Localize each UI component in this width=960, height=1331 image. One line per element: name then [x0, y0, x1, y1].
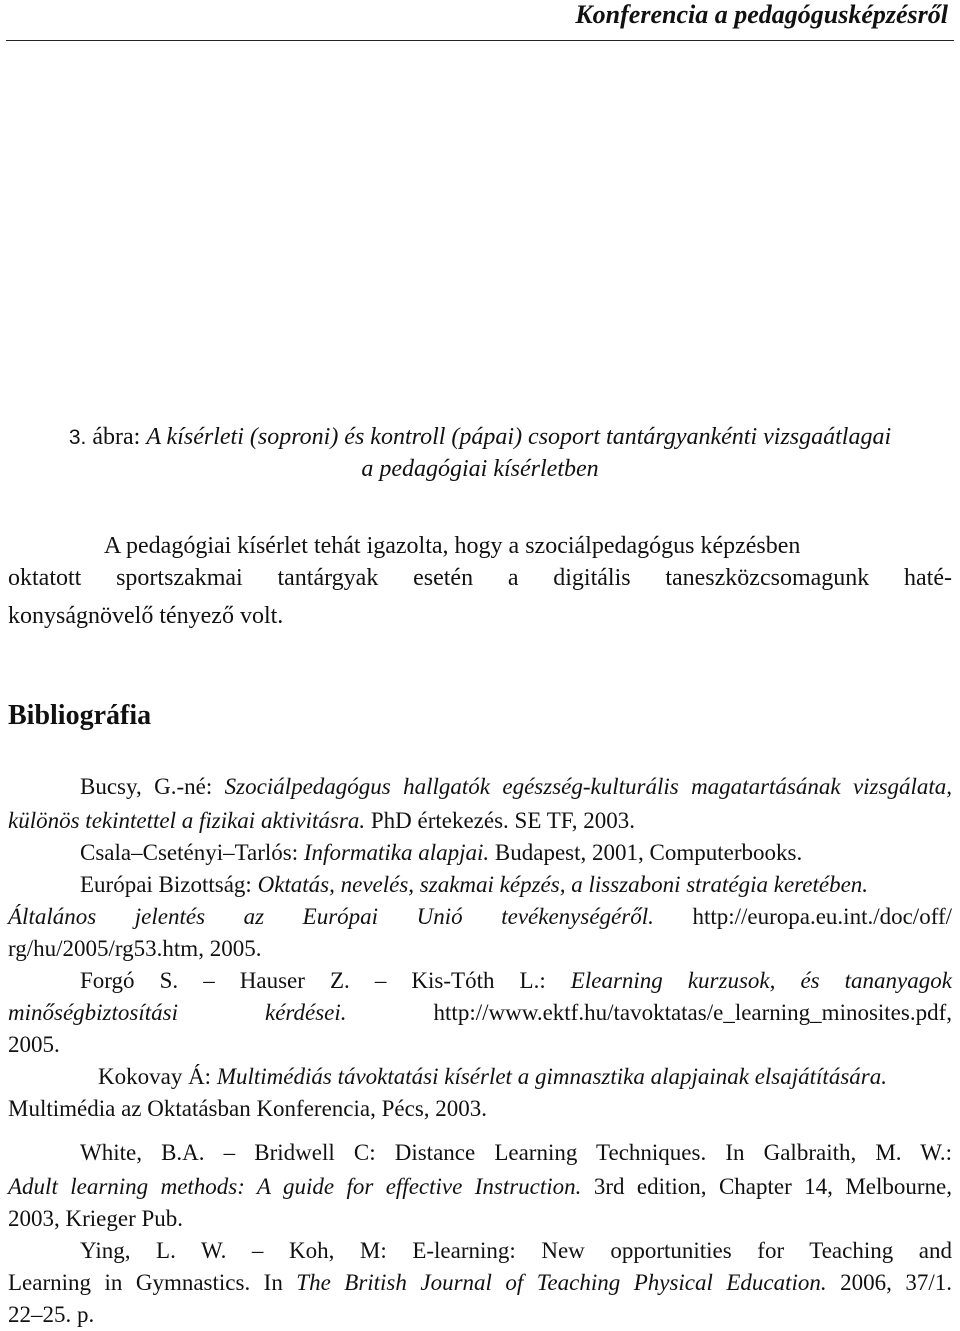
paragraph-line-1: A pedagógiai kísérlet tehát igazolta, hogy a szociálpedagógus képzésben: [104, 533, 801, 559]
ref-1-line-1: [8, 774, 952, 800]
paragraph-line-3: konyságnövelő tényező volt.: [8, 603, 284, 629]
ref-5-author: Kokovay Á:: [98, 1064, 217, 1089]
ref-3-line-3: rg/hu/2005/rg53.htm, 2005.: [8, 936, 262, 961]
ref-5-line-1: [8, 1064, 960, 1090]
ref-7-journal: The British Journal of Teaching Physical Education.: [296, 1270, 827, 1295]
ref-5-line-2: Multimédia az Oktatásban Konferencia, Pécs, 2003.: [8, 1096, 488, 1121]
ref-1-title: Szociálpedagógus hallgatók egészség-kulturális magatartásának vizsgálata,: [224, 774, 952, 799]
ref-2-author: Csala–Csetényi–Tarlós:: [80, 840, 304, 865]
ref-3-url: http://europa.eu.int./doc/off/: [653, 904, 952, 929]
ref-7-pub: 2006, 37/1.: [826, 1270, 952, 1295]
header-rule: [6, 40, 954, 41]
ref-5-title: Multimédiás távoktatási kísérlet a gimnasztika alapjainak elsajátítására.: [216, 1064, 887, 1089]
figure-caption-line-2: a pedagógiai kísérletben: [361, 456, 599, 482]
ref-4-title-cont: minőségbiztosítási kérdései.: [8, 1000, 347, 1025]
page-header-title: Konferencia a pedagógusképzésről: [575, 0, 948, 29]
ref-3-line-1: [8, 872, 960, 898]
figure-number: 3.: [68, 426, 87, 449]
ref-3-author: Európai Bizottság:: [80, 872, 258, 897]
figure-caption-line-1: [0, 424, 960, 451]
figure-label: ábra:: [92, 424, 141, 450]
ref-4-author: Forgó S. – Hauser Z. – Kis-Tóth L.:: [80, 968, 571, 993]
ref-3-line-2: [8, 904, 952, 930]
ref-7-line-2: [8, 1270, 952, 1296]
ref-7-text: Learning in Gymnastics. In: [8, 1270, 297, 1295]
figure-area: [0, 48, 960, 408]
ref-1-line-2: [8, 808, 952, 834]
ref-6-pub: 3rd edition, Chapter 14, Melbourne,: [581, 1174, 952, 1199]
ref-6-line-1: White, B.A. – Bridwell C: Distance Learning Techniques. In Galbraith, M. W.:: [80, 1140, 952, 1165]
ref-7-line-3: 22–25. p.: [8, 1302, 95, 1327]
ref-3-subtitle: Általános jelentés az Európai Unió tevékenységéről.: [8, 904, 654, 929]
ref-7-line-1: Ying, L. W. – Koh, M: E-learning: New opportunities for Teaching and: [80, 1238, 952, 1263]
ref-6-line-3: 2003, Krieger Pub.: [8, 1206, 184, 1231]
figure-title-1: A kísérleti (soproni) és kontroll (pápai) csoport tantárgyankénti vizsgaátlagai: [146, 424, 892, 450]
paragraph-line-2: oktatott sportszakmai tantárgyak esetén a digitális taneszközcsomagunk haté-: [8, 565, 952, 591]
ref-2-pub: Budapest, 2001, Computerbooks.: [489, 840, 803, 865]
ref-4-title: Elearning kurzusok, és tananyagok: [570, 968, 952, 993]
ref-4-url: http://www.ektf.hu/tavoktatas/e_learning_minosites.pdf,: [346, 1000, 953, 1025]
ref-4-line-1: [8, 968, 952, 994]
ref-1-title-cont: különös tekintettel a fizikai aktivitásra.: [8, 808, 366, 833]
ref-4-line-2: [8, 1000, 952, 1026]
ref-6-line-2: [8, 1174, 952, 1200]
bibliography-heading: Bibliográfia: [8, 700, 152, 731]
ref-1-pub: PhD értekezés. SE TF, 2003.: [365, 808, 635, 833]
ref-6-title: Adult learning methods: A guide for effective Instruction.: [8, 1174, 582, 1199]
ref-2-line: [8, 840, 960, 866]
ref-4-line-3: 2005.: [8, 1032, 60, 1057]
ref-2-title: Informatika alapjai.: [303, 840, 490, 865]
ref-1-author: Bucsy, G.-né:: [80, 774, 225, 799]
ref-3-title: Oktatás, nevelés, szakmai képzés, a lisszaboni stratégia keretében.: [257, 872, 869, 897]
